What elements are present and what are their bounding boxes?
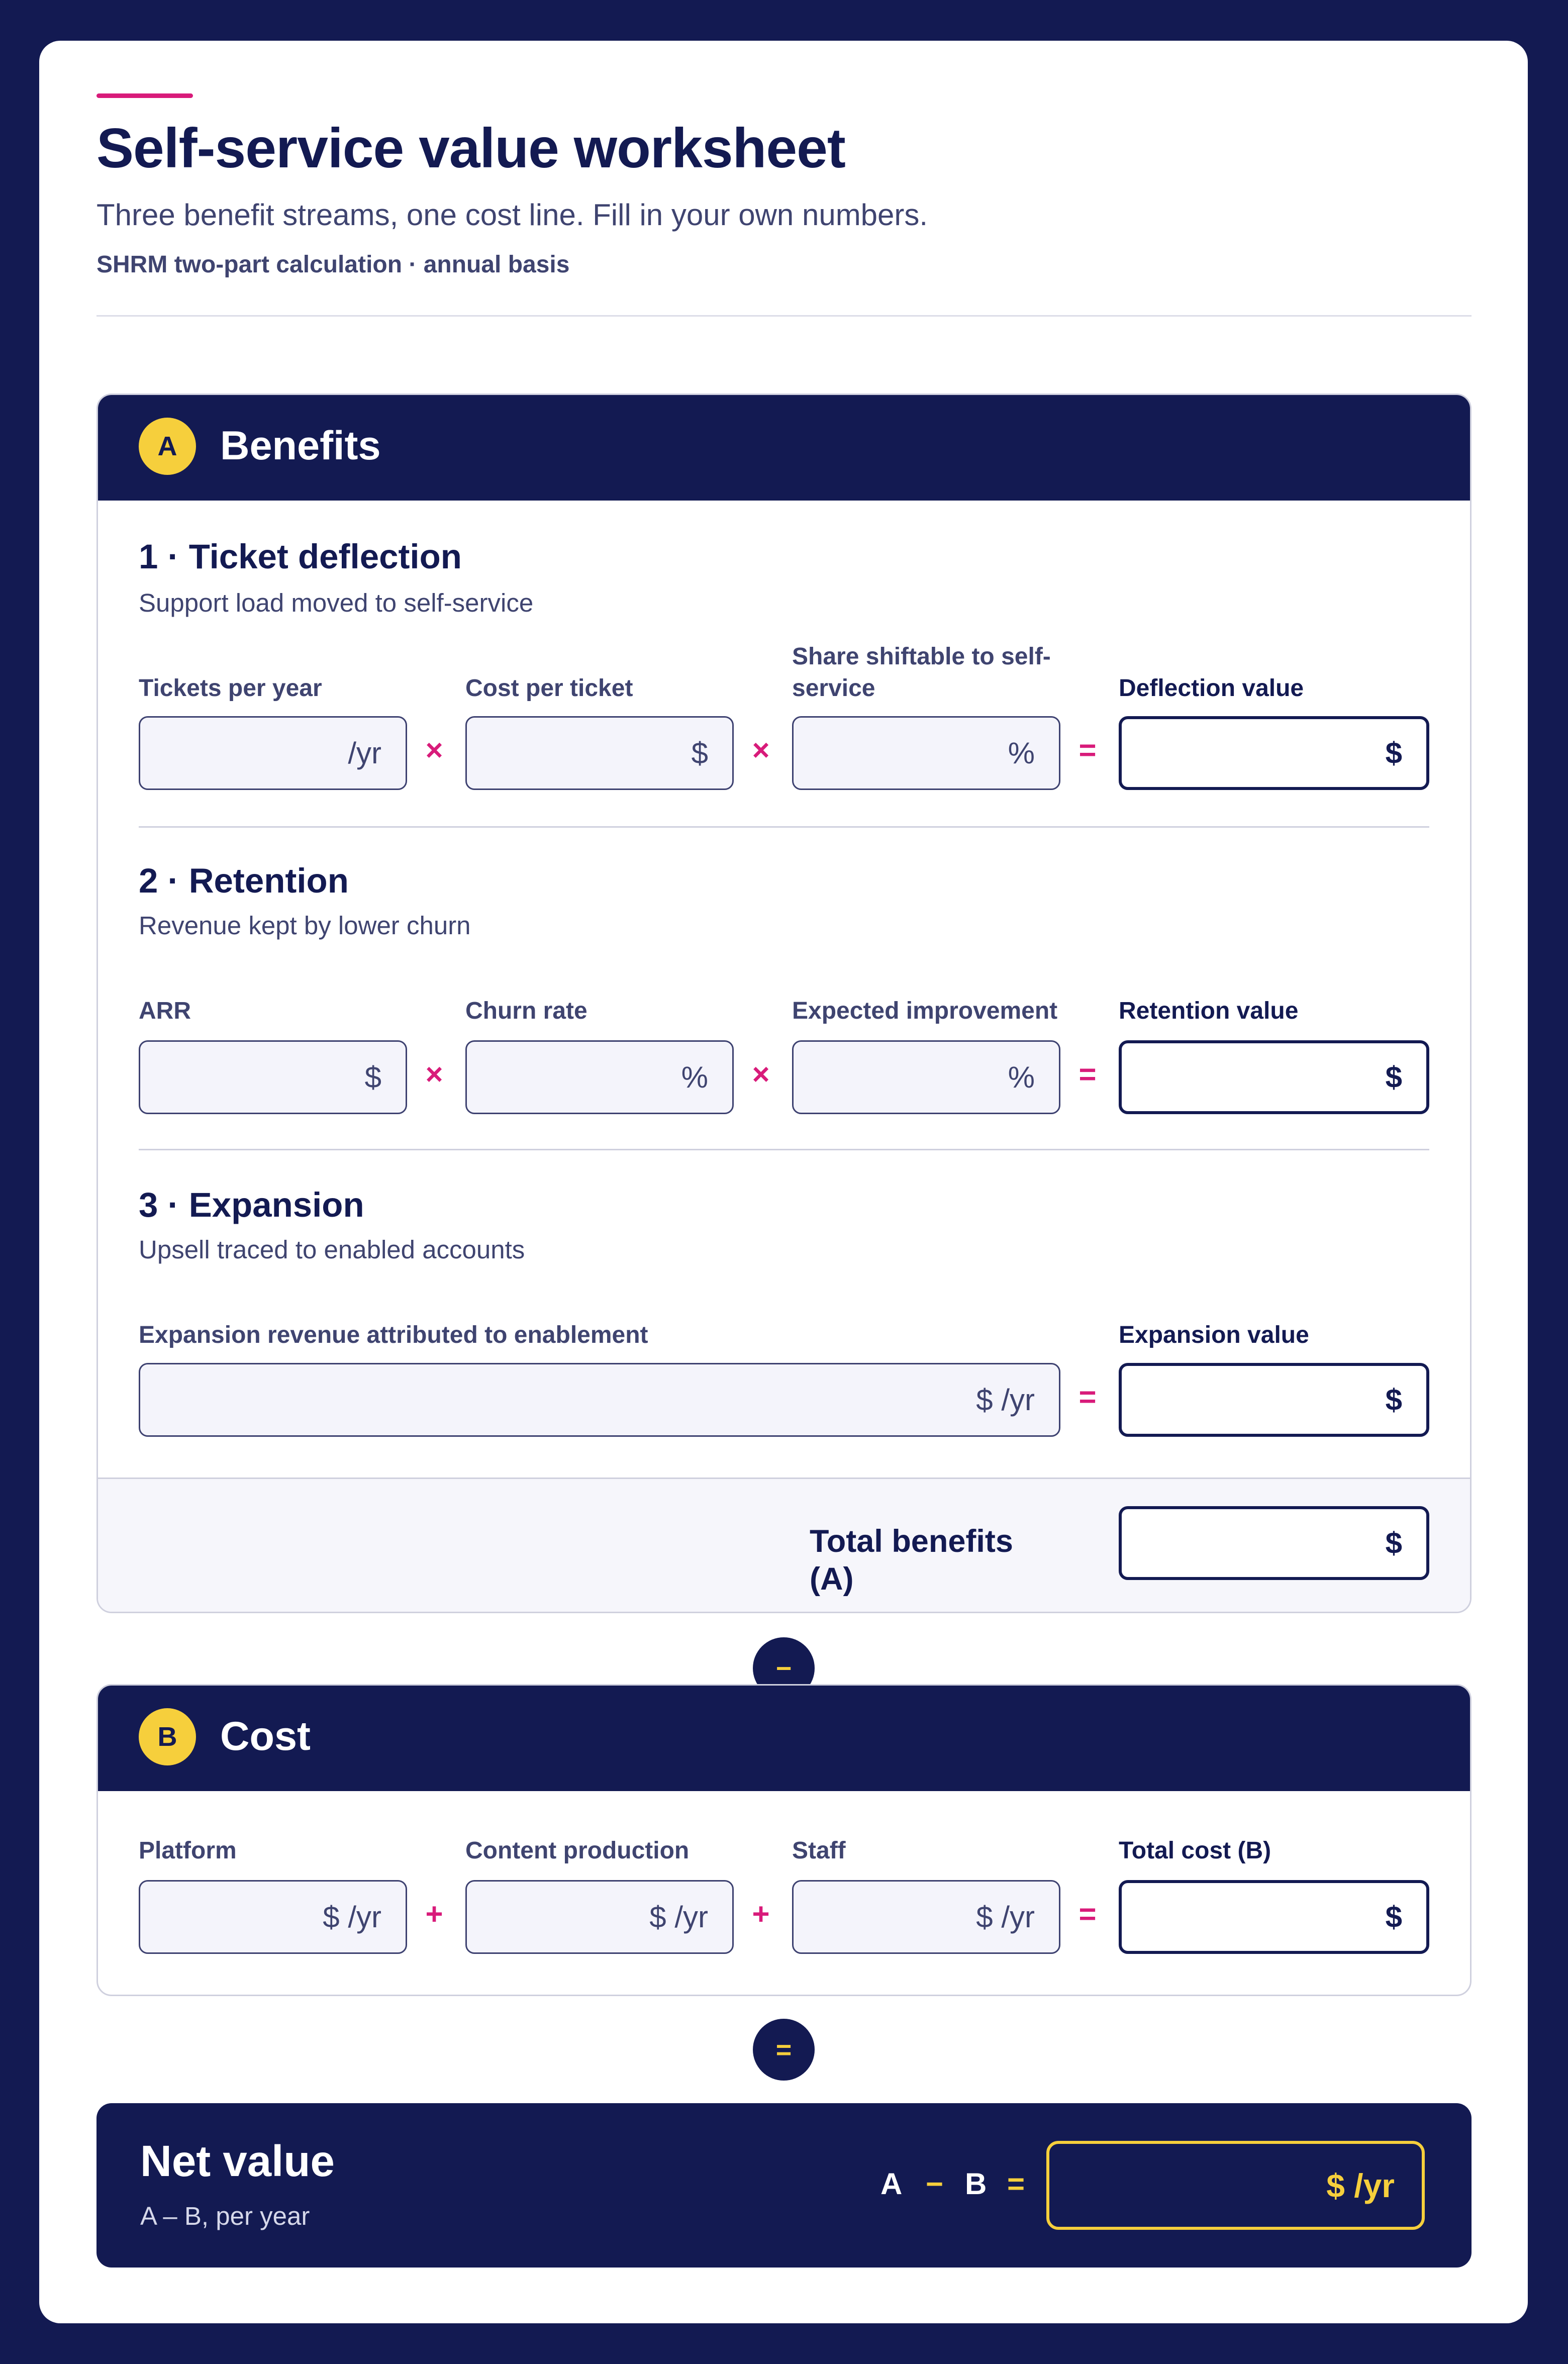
churn-rate-input[interactable] [465, 1040, 734, 1114]
retention-description: Revenue kept by lower churn [139, 911, 471, 940]
content-production-input[interactable] [465, 1880, 734, 1954]
minus-connector: − [753, 1637, 815, 1699]
unit-dollar-per-year: $ /yr [976, 1383, 1035, 1417]
tickets-per-year-label: Tickets per year [139, 675, 322, 702]
content-production-label: Content production [465, 1837, 690, 1864]
unit-dollar: $ [1385, 736, 1402, 770]
expansion-value-output [1119, 1363, 1429, 1437]
expansion-revenue-label: Expansion revenue attributed to enablement [139, 1322, 648, 1348]
multiply-operator: × [425, 1057, 443, 1091]
arr-input[interactable] [139, 1040, 407, 1114]
tickets-per-year-input[interactable] [139, 716, 407, 790]
retention-title: 2 · Retention [139, 861, 349, 900]
equals-operator: = [1079, 733, 1097, 767]
total-cost-output [1119, 1880, 1429, 1954]
deflection-value-label: Deflection value [1119, 675, 1304, 702]
unit-dollar: $ [364, 1060, 381, 1094]
unit-dollar: $ [691, 736, 708, 770]
unit-percent: % [1008, 1060, 1035, 1094]
page-subtitle: Three benefit streams, one cost line. Fill in your own numbers. [96, 198, 928, 232]
benefits-header [98, 395, 1470, 501]
cost-header [98, 1686, 1470, 1791]
unit-dollar: $ [1385, 1060, 1402, 1094]
total-cost-label: Total cost (B) [1119, 1837, 1271, 1864]
title-accent-line [96, 93, 193, 98]
cost-title: Cost [220, 1714, 311, 1759]
share-shiftable-input[interactable] [792, 716, 1060, 790]
formula-equals: = [1007, 2167, 1025, 2201]
benefits-panel [96, 393, 1472, 1613]
header-divider [96, 315, 1472, 317]
unit-per-year: /yr [348, 736, 381, 770]
calculation-basis: SHRM two-part calculation · annual basis [96, 251, 570, 278]
total-benefits-output [1119, 1506, 1429, 1580]
expansion-value-label: Expansion value [1119, 1322, 1309, 1348]
unit-dollar: $ [1385, 1383, 1402, 1417]
expected-improvement-input[interactable] [792, 1040, 1060, 1114]
equals-connector: = [753, 2019, 815, 2081]
ticket-deflection-title: 1 · Ticket deflection [139, 537, 462, 576]
total-benefits-label: Total benefits (A) [810, 1524, 1013, 1597]
multiply-operator: × [425, 733, 443, 767]
platform-input[interactable] [139, 1880, 407, 1954]
expansion-revenue-input[interactable] [139, 1363, 1060, 1437]
share-shiftable-label: Share shiftable to self-service [792, 643, 1051, 702]
net-value-title: Net value [140, 2137, 335, 2186]
total-benefits-band [98, 1478, 1470, 1613]
expansion-title: 3 · Expansion [139, 1186, 364, 1224]
retention-value-label: Retention value [1119, 998, 1299, 1024]
equals-operator: = [1079, 1057, 1097, 1091]
unit-dollar-per-year: $ /yr [1326, 2166, 1395, 2204]
formula-a: A [880, 2167, 903, 2201]
net-value-description: A – B, per year [140, 2202, 310, 2230]
expansion-description: Upsell traced to enabled accounts [139, 1235, 525, 1264]
staff-label: Staff [792, 1837, 846, 1864]
page-title: Self-service value worksheet [96, 117, 845, 179]
cost-per-ticket-label: Cost per ticket [465, 675, 633, 702]
unit-percent: % [681, 1060, 708, 1094]
cost-panel [96, 1684, 1472, 1996]
arr-label: ARR [139, 998, 191, 1024]
churn-rate-label: Churn rate [465, 998, 587, 1024]
multiply-operator: × [752, 1057, 770, 1091]
formula-minus: − [926, 2167, 944, 2201]
formula-b: B [965, 2167, 987, 2201]
staff-input[interactable] [792, 1880, 1060, 1954]
equals-operator: = [1079, 1897, 1097, 1931]
retention-value-output [1119, 1040, 1429, 1114]
worksheet-card [39, 41, 1528, 2323]
net-value-output [1046, 2141, 1425, 2230]
plus-operator: + [752, 1897, 770, 1931]
unit-dollar-per-year: $ /yr [976, 1900, 1035, 1934]
benefits-badge: A [139, 418, 196, 475]
net-value-panel [96, 2103, 1472, 2268]
unit-dollar: $ [1385, 1900, 1402, 1934]
unit-dollar-per-year: $ /yr [323, 1900, 381, 1934]
ticket-deflection-description: Support load moved to self-service [139, 588, 534, 617]
platform-label: Platform [139, 1837, 237, 1864]
unit-dollar: $ [1385, 1526, 1402, 1560]
multiply-operator: × [752, 733, 770, 767]
plus-operator: + [425, 1897, 443, 1931]
unit-dollar-per-year: $ /yr [649, 1900, 708, 1934]
section-divider [139, 826, 1429, 828]
deflection-value-output [1119, 716, 1429, 790]
cost-per-ticket-input[interactable] [465, 716, 734, 790]
equals-operator: = [1079, 1380, 1097, 1414]
cost-badge: B [139, 1708, 196, 1765]
unit-percent: % [1008, 736, 1035, 770]
benefits-title: Benefits [220, 423, 381, 468]
section-divider [139, 1149, 1429, 1150]
expected-improvement-label: Expected improvement [792, 998, 1058, 1024]
